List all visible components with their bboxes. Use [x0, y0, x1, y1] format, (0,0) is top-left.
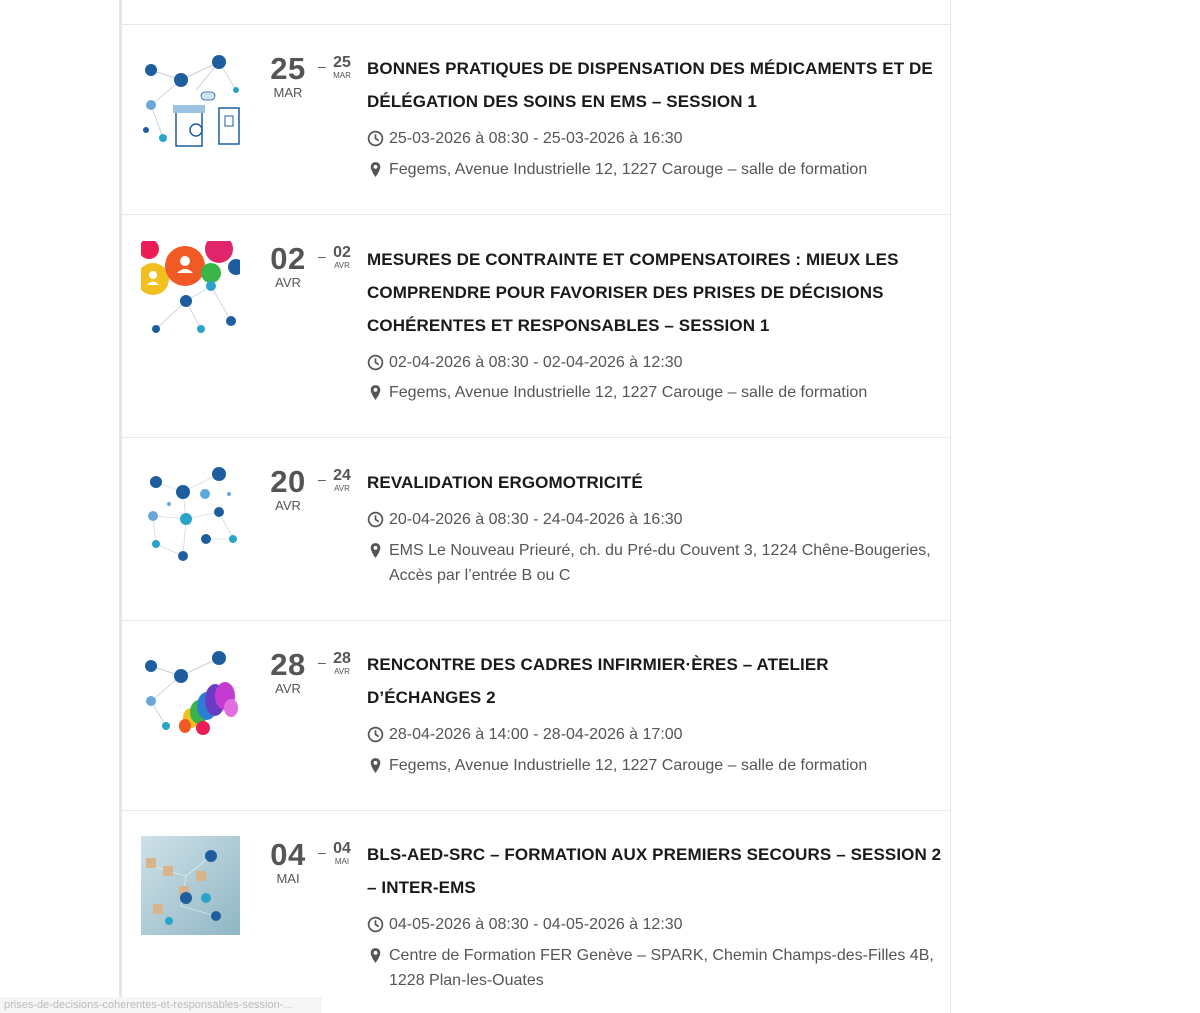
clock-icon — [367, 916, 384, 933]
event-title-link[interactable]: BONNES PRATIQUES DE DISPENSATION DES MÉDICAMENTS ET DE DÉLÉGATION DES SOINS EN EMS – SESSION 1 — [367, 59, 933, 111]
date-separator: – — [318, 248, 326, 264]
end-month: MAR — [333, 71, 351, 80]
event-title-link[interactable]: MESURES DE CONTRAINTE ET COMPENSATOIRES : MIEUX LES COMPRENDRE POUR FAVORISER DES PRISES DE DÉCISIONS COHÉRENTES ET RESPONSABLES – SESSION 1 — [367, 250, 899, 335]
event-location-text: Fegems, Avenue Industrielle 12, 1227 Carouge – salle de formation — [389, 757, 868, 774]
event-thumbnail[interactable] — [141, 464, 240, 563]
event-location — [367, 753, 947, 778]
event-title-link[interactable]: REVALIDATION ERGOMOTRICITÉ — [367, 473, 643, 492]
start-date — [266, 649, 310, 697]
map-pin-icon — [367, 757, 384, 774]
event-datetime-text: 20-04-2026 à 08:30 - 24-04-2026 à 16:30 — [389, 511, 683, 528]
event-location — [367, 538, 947, 588]
event-datetime-text: 28-04-2026 à 14:00 - 28-04-2026 à 17:00 — [389, 726, 683, 743]
event-location-text: EMS Le Nouveau Prieuré, ch. du Pré-du Couvent 3, 1224 Chêne-Bougeries, Accès par l’entrée B ou C — [389, 542, 931, 584]
wooden-blocks-icon — [141, 836, 240, 935]
status-bar-url: prises-de-decisions-coherentes-et-responsables-session-... — [0, 997, 322, 1013]
end-month: AVR — [334, 667, 350, 676]
map-pin-icon — [367, 542, 384, 559]
event-datetime-text: 04-05-2026 à 08:30 - 04-05-2026 à 12:30 — [389, 916, 683, 933]
date-separator: – — [318, 471, 326, 487]
event-datetime-text: 25-03-2026 à 08:30 - 25-03-2026 à 16:30 — [389, 130, 683, 147]
event-thumbnail[interactable] — [141, 836, 240, 935]
start-month: AVR — [275, 498, 301, 513]
start-month: AVR — [275, 275, 301, 290]
start-date — [266, 53, 310, 101]
event-datetime — [367, 126, 947, 151]
start-day: 25 — [270, 51, 306, 86]
start-day: 02 — [270, 241, 306, 276]
map-pin-icon — [367, 947, 384, 964]
end-month: MAI — [334, 857, 350, 866]
event-list — [119, 0, 951, 1013]
end-date — [329, 468, 355, 494]
start-date — [266, 839, 310, 887]
event-title-link[interactable]: BLS-AED-SRC – FORMATION AUX PREMIERS SECOURS – SESSION 2 – INTER-EMS — [367, 845, 942, 897]
clock-icon — [367, 726, 384, 743]
end-day: 02 — [333, 244, 351, 261]
divider — [122, 214, 950, 215]
start-month: MAI — [276, 871, 300, 886]
end-date — [329, 651, 355, 677]
end-date — [329, 841, 355, 867]
divider — [122, 620, 950, 621]
event-thumbnail[interactable] — [141, 646, 240, 745]
clock-icon — [367, 130, 384, 147]
event-location-text: Fegems, Avenue Industrielle 12, 1227 Carouge – salle de formation — [389, 384, 868, 401]
start-month: MAR — [273, 85, 303, 100]
start-date — [266, 243, 310, 291]
event-location — [367, 380, 947, 405]
pharmacy-network-icon — [141, 50, 240, 149]
care-network-icon — [141, 464, 240, 563]
event-location-text: Fegems, Avenue Industrielle 12, 1227 Carouge – salle de formation — [389, 161, 868, 178]
event-datetime — [367, 350, 947, 375]
end-day: 28 — [333, 650, 351, 667]
map-pin-icon — [367, 161, 384, 178]
start-month: AVR — [275, 681, 301, 696]
end-day: 25 — [333, 54, 351, 71]
date-separator: – — [318, 58, 326, 74]
clock-icon — [367, 511, 384, 528]
event-datetime — [367, 722, 947, 747]
event-location — [367, 943, 947, 993]
date-separator: – — [318, 654, 326, 670]
people-bubbles-icon — [141, 241, 240, 340]
event-thumbnail[interactable] — [141, 50, 240, 149]
event-title-link[interactable]: RENCONTRE DES CADRES INFIRMIER·ÈRES – ATELIER D’ÉCHANGES 2 — [367, 655, 829, 707]
start-day: 04 — [270, 837, 306, 872]
event-thumbnail[interactable] — [141, 241, 240, 340]
divider — [122, 437, 950, 438]
event-datetime — [367, 912, 947, 937]
colorful-exchange-icon — [141, 646, 240, 745]
end-month: AVR — [334, 261, 350, 270]
divider — [122, 810, 950, 811]
event-datetime — [367, 507, 947, 532]
date-separator: – — [318, 844, 326, 860]
start-date — [266, 466, 310, 514]
start-day: 20 — [270, 464, 306, 499]
event-datetime-text: 02-04-2026 à 08:30 - 02-04-2026 à 12:30 — [389, 354, 683, 371]
divider — [122, 24, 950, 25]
end-day: 04 — [333, 840, 351, 857]
end-date — [329, 245, 355, 271]
start-day: 28 — [270, 647, 306, 682]
clock-icon — [367, 354, 384, 371]
map-pin-icon — [367, 384, 384, 401]
event-location-text: Centre de Formation FER Genève – SPARK, Chemin Champs-des-Filles 4B, 1228 Plan-les-Ouates — [389, 947, 934, 989]
end-month: AVR — [334, 484, 350, 493]
end-date — [329, 55, 355, 81]
end-day: 24 — [333, 467, 351, 484]
event-location — [367, 157, 947, 182]
